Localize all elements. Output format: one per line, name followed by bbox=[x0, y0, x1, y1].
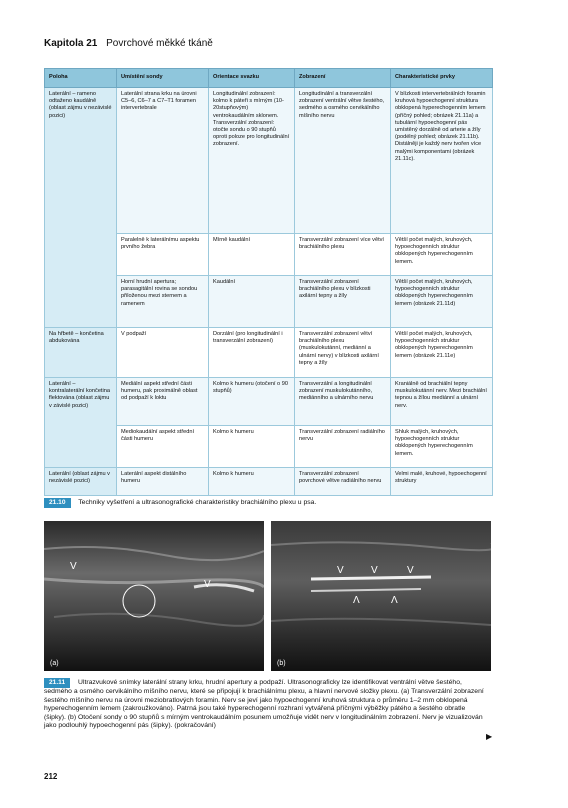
view-cell: Transverzální zobrazení povrchové větve radiálního nervu bbox=[295, 468, 391, 496]
column-header: Zobrazení bbox=[295, 69, 391, 88]
ultrasound-texture bbox=[44, 521, 264, 671]
view-cell: Transverzální zobrazení více větví brachiálního plexu bbox=[295, 234, 391, 276]
figure-caption bbox=[44, 678, 484, 730]
figure-caption-text: Ultrazvukové snímky laterální strany krku, hrudní apertury a podpaží. Ultrasonograficky lze identifikovat ventrální větve šestého, sedmého a osmého cervikálního míšního nervu, které se připojují k brachiálnímu plexu, a hlavní nervové složky plexu. (a) Transverzální zobrazení šestého míšního nervu na úrovni meziobratlových foramin. Nerv se jeví jako hypoechogenní kruhová struktura o průměru 1–2 mm obklopená hyperechogenním lemem (zakroužkováno). Patrná jsou také hyperechogenní rozhraní vytvářená příčnými výběžky pátého a šestého obratle (šipky). (b) Otočení sondy o 90 stupňů s mírným ventrokaudálním posunem umožňuje vidět nerv v longitudinálním zobrazení. Nerv je vizualizován jako podlouhlý hypoechogenní pás (šipky). (pokračování) bbox=[44, 679, 484, 730]
ultrasound-texture bbox=[271, 521, 491, 671]
page-header bbox=[44, 38, 213, 49]
view-cell: Transverzální zobrazení radiálního nervu bbox=[295, 426, 391, 468]
probe-cell: Mediální aspekt střední části humeru, pak proximálně oblast od podpaží k loktu bbox=[117, 378, 209, 426]
arrowhead-marker-up: Λ bbox=[391, 595, 398, 606]
column-header: Poloha bbox=[45, 69, 117, 88]
column-header: Umístění sondy bbox=[117, 69, 209, 88]
chapter-number: Kapitola 21 bbox=[44, 38, 98, 49]
view-cell: Transverzální zobrazení větví brachiálního plexu (muskulokutánní, mediánní a ulnární nervy) v blízkosti axilární tepny a žíly bbox=[295, 328, 391, 378]
view-cell: Longitudinální a transverzální zobrazení ventrální větve šestého, sedmého a osmého cervikálního míšního nervu bbox=[295, 88, 391, 234]
position-cell: Laterální (oblast zájmu v nezávislé pozici) bbox=[45, 468, 117, 496]
probe-cell: Paralelně k laterálnímu aspektu prvního žebra bbox=[117, 234, 209, 276]
position-cell: Laterální – kontralaterální končetina flektována (oblast zájmu v závislé pozici) bbox=[45, 378, 117, 468]
orientation-cell: Kolmo k humeru bbox=[209, 468, 295, 496]
arrowhead-marker: V bbox=[337, 565, 344, 576]
position-cell: Na hřbetě – končetina abdukována bbox=[45, 328, 117, 378]
figure-badge: 21.11 bbox=[44, 678, 70, 688]
probe-cell: Laterální aspekt distálního humeru bbox=[117, 468, 209, 496]
image-label: (a) bbox=[50, 660, 59, 667]
orientation-cell: Kaudální bbox=[209, 276, 295, 328]
table-row bbox=[45, 328, 493, 378]
orientation-cell: Longitudinální zobrazení: kolmo k páteři s mírným (10-20stupňovým) ventrokaudálním sklonem. Transverzální zobrazení: otočte sondu o 90 stupňů oproti poloze pro longitudinální zobrazení. bbox=[209, 88, 295, 234]
arrowhead-marker: V bbox=[371, 565, 378, 576]
features-cell: Shluk malých, kruhových, hypoechogenních struktur obklopených hyperechogenním lemem. bbox=[391, 426, 493, 468]
probe-cell: Mediokaudální aspekt střední části humeru bbox=[117, 426, 209, 468]
brachial-plexus-table bbox=[44, 68, 493, 496]
column-header: Orientace svazku bbox=[209, 69, 295, 88]
orientation-cell: Kolmo k humeru bbox=[209, 426, 295, 468]
arrowhead-marker: V bbox=[407, 565, 414, 576]
probe-cell: Laterální strana krku na úrovni C5–6, C6–7 a C7–T1 foramen intervertebrale bbox=[117, 88, 209, 234]
view-cell: Transverzální zobrazení brachiálního plexu v blízkosti axilární tepny a žíly bbox=[295, 276, 391, 328]
column-header: Charakteristické prvky bbox=[391, 69, 493, 88]
features-cell: Velmi malé, kruhové, hypoechogenní struktury bbox=[391, 468, 493, 496]
features-cell: Kraniálně od brachiální tepny muskulokutánní nerv. Mezi brachiální tepnou a žílou mediánní a ulnární nerv. bbox=[391, 378, 493, 426]
table-header-row bbox=[45, 69, 493, 88]
view-cell: Transverzální a longitudinální zobrazení muskulokutánního, mediánního a ulnárního nervu bbox=[295, 378, 391, 426]
ultrasound-image-a bbox=[44, 521, 264, 671]
arrowhead-marker: V bbox=[204, 579, 211, 590]
orientation-cell: Kolmo k humeru (otočení o 90 stupňů) bbox=[209, 378, 295, 426]
orientation-cell: Dorzální (pro longitudinální i transverzální zobrazení) bbox=[209, 328, 295, 378]
figure-caption-text: Techniky vyšetření a ultrasonografické charakteristiky brachiálního plexu u psa. bbox=[78, 499, 317, 506]
table-row bbox=[45, 88, 493, 234]
page-number: 212 bbox=[44, 772, 58, 781]
ultrasound-image-b bbox=[271, 521, 491, 671]
features-cell: Větší počet malých, kruhových, hypoechogenních struktur obklopených hyperechogenním lemem (obrázek 21.11e) bbox=[391, 328, 493, 378]
probe-cell: Horní hrudní apertura; parasagitální rovina se sondou přiloženou mezi sternem a ramenem bbox=[117, 276, 209, 328]
probe-cell: V podpaží bbox=[117, 328, 209, 378]
features-cell: Větší počet malých, kruhových, hypoechogenních struktur obklopených hyperechogenním lemem. bbox=[391, 234, 493, 276]
table-row bbox=[45, 378, 493, 426]
figure-caption bbox=[44, 498, 492, 508]
arrowhead-marker-up: Λ bbox=[353, 595, 360, 606]
features-cell: Větší počet malých, kruhových, hypoechogenních struktur obklopených hyperechogenním lemem (obrázek 21.11d) bbox=[391, 276, 493, 328]
chapter-title: Povrchové měkké tkáně bbox=[106, 38, 213, 49]
orientation-cell: Mírně kaudální bbox=[209, 234, 295, 276]
table-row bbox=[45, 468, 493, 496]
position-cell: Laterální – rameno odtaženo kaudálně (oblast zájmu v nezávislé pozici) bbox=[45, 88, 117, 328]
image-label: (b) bbox=[277, 660, 286, 667]
features-cell: V blízkosti intervertebrálních foramin kruhová hypoechogenní struktura obklopená hyperechogenním lemem (příčný pohled; obrázek 21.11a) a tubulární hypoechogenní pás umístěný dorzálně od arterie a žíly (podélný pohled; obrázek 21.11b). Distálněji je každý nerv tvořen více malými komponentami (obrázek 21.11c). bbox=[391, 88, 493, 234]
arrowhead-marker: V bbox=[70, 561, 77, 572]
figure-badge: 21.10 bbox=[44, 498, 71, 508]
continue-arrow-icon: ▶ bbox=[486, 732, 493, 741]
